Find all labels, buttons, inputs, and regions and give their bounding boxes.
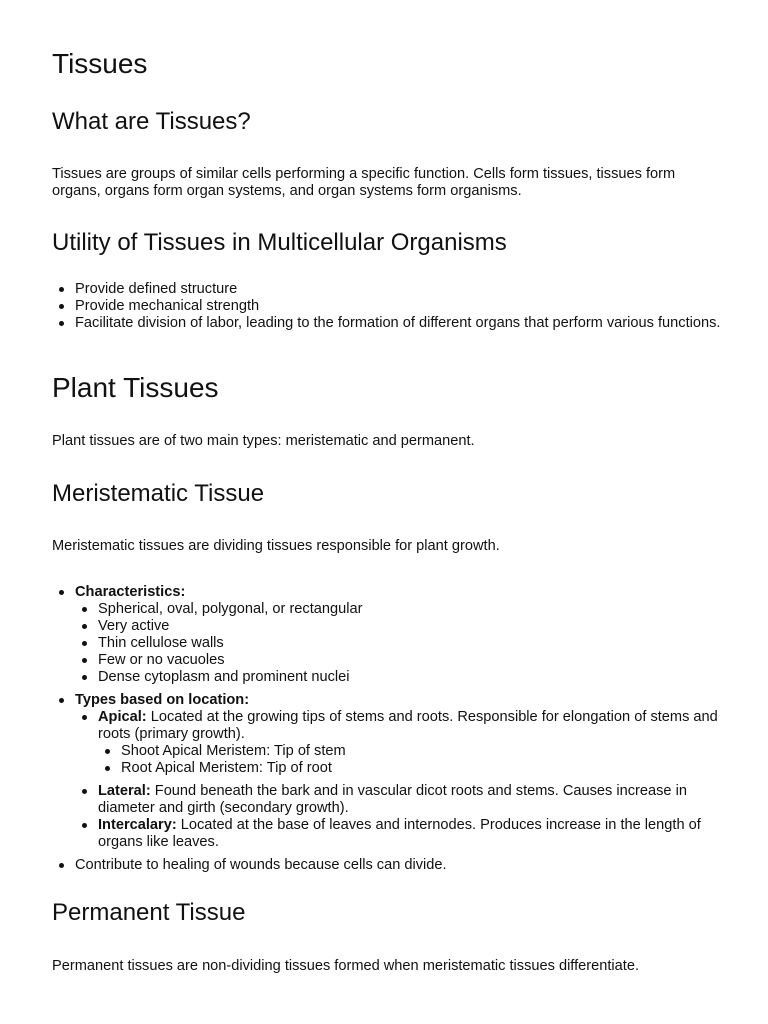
meristematic-list <box>52 584 724 874</box>
characteristic-item: Dense cytoplasm and prominent nuclei <box>75 669 724 686</box>
characteristics-list <box>75 601 724 686</box>
utility-item: Provide mechanical strength <box>52 298 724 315</box>
heading-plant-tissues: Plant Tissues <box>52 372 219 403</box>
lateral-text: Found beneath the bark and in vascular dicot roots and stems. Causes increase in diameter and girth (secondary growth). <box>98 783 687 816</box>
permanent-text: Permanent tissues are non-dividing tissues formed when meristematic tissues differentiate. <box>52 958 639 974</box>
apical-sub-item: Shoot Apical Meristem: Tip of stem <box>98 743 724 760</box>
page-title: Tissues <box>52 48 148 79</box>
apical-sub-item: Root Apical Meristem: Tip of root <box>98 760 724 777</box>
characteristic-item: Very active <box>75 618 724 635</box>
characteristics-item <box>52 584 724 686</box>
lateral-label: Lateral: <box>98 783 151 799</box>
lateral-item <box>75 783 724 817</box>
heading-utility: Utility of Tissues in Multicellular Organisms <box>52 229 507 256</box>
apical-sub-list <box>98 743 724 777</box>
heading-what-are-tissues: What are Tissues? <box>52 108 251 135</box>
intercalary-item <box>75 817 724 851</box>
types-item <box>52 692 724 851</box>
utility-list <box>52 281 724 332</box>
heading-permanent: Permanent Tissue <box>52 899 246 926</box>
apical-label: Apical: <box>98 709 147 725</box>
heading-meristematic: Meristematic Tissue <box>52 480 265 507</box>
types-label: Types based on location: <box>75 692 250 708</box>
characteristics-label: Characteristics: <box>75 584 186 600</box>
utility-item: Provide defined structure <box>52 281 724 298</box>
apical-text: Located at the growing tips of stems and roots. Responsible for elongation of stems and roots (primary growth). <box>98 709 718 742</box>
apical-item <box>75 709 724 777</box>
characteristic-item: Spherical, oval, polygonal, or rectangular <box>75 601 724 618</box>
characteristic-item: Thin cellulose walls <box>75 635 724 652</box>
intercalary-text: Located at the base of leaves and internodes. Produces increase in the length of organs like leaves. <box>98 817 701 850</box>
what-are-tissues-text: Tissues are groups of similar cells performing a specific function. Cells form tissues, tissues form organs, organs form organ systems, and organ systems form organisms. <box>52 166 676 199</box>
utility-item: Facilitate division of labor, leading to the formation of different organs that perform various functions. <box>52 315 724 332</box>
plant-tissues-text: Plant tissues are of two main types: meristematic and permanent. <box>52 433 475 449</box>
healing-item: Contribute to healing of wounds because cells can divide. <box>52 857 724 874</box>
meristematic-text: Meristematic tissues are dividing tissues responsible for plant growth. <box>52 538 500 554</box>
intercalary-label: Intercalary: <box>98 817 177 833</box>
types-list <box>75 709 724 851</box>
characteristic-item: Few or no vacuoles <box>75 652 724 669</box>
